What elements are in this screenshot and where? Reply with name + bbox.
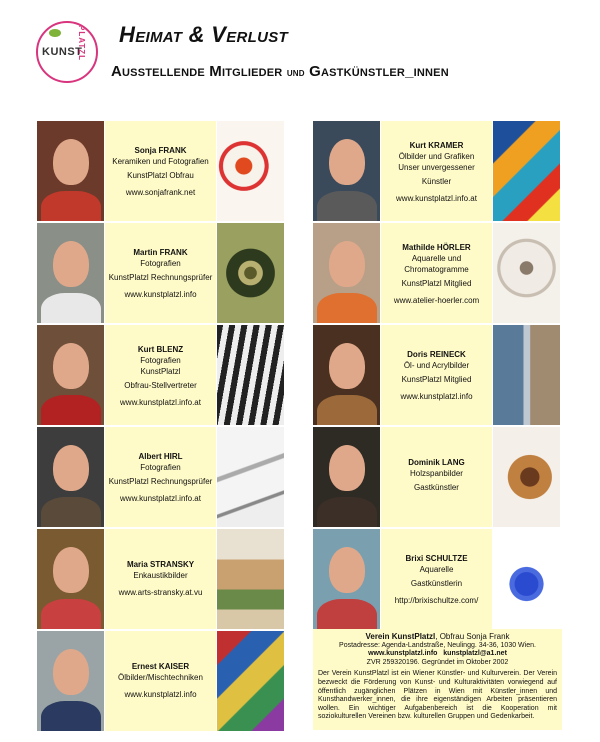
artist-detail: Keramiken und Fotografien: [112, 157, 209, 166]
artwork-image: [217, 325, 284, 425]
artist-detail: Unser unvergessener: [398, 162, 475, 172]
artist-info: [381, 223, 492, 323]
verein-address: Postadresse: Agenda-Landstraße, Neulingg. 34-36, 1030 Wien.: [339, 641, 536, 649]
artist-name: Kurt KRAMER: [409, 140, 464, 150]
kunstplatzl-logo: [36, 21, 98, 83]
artist-card-left-2: [37, 325, 284, 425]
artist-card-right-1: [313, 223, 560, 323]
artist-detail: Holzspanbilder: [410, 468, 463, 478]
artist-website-link[interactable]: http://brixischultze.com/: [394, 596, 479, 605]
verein-title: [318, 633, 557, 642]
artist-portrait: [313, 325, 380, 425]
artist-detail: Öl- und Acrylbilder: [403, 361, 470, 370]
artist-info: [381, 529, 492, 629]
artist-detail: Chromatogramme: [404, 264, 469, 274]
artist-detail: KunstPlatzl Rechnungsprüfer: [108, 477, 213, 486]
verein-email-link[interactable]: kunstplatzl@a1.net: [443, 650, 507, 658]
artist-info: [105, 529, 216, 629]
artist-detail: KunstPlatzl Rechnungsprüfer: [108, 273, 213, 282]
portrait-face: [329, 547, 365, 593]
artist-detail: Aquarelle und: [411, 253, 462, 263]
portrait-body: [41, 497, 101, 527]
artist-website-link[interactable]: www.arts-stransky.at.vu: [118, 587, 203, 597]
artist-info: [105, 631, 216, 731]
artist-website-link[interactable]: www.atelier-hoerler.com: [393, 295, 480, 305]
artwork-image: [493, 325, 560, 425]
artwork-image: [493, 427, 560, 527]
portrait-face: [53, 343, 89, 389]
artwork-image: [217, 631, 284, 731]
artist-detail: Fotografien: [140, 463, 181, 472]
portrait-face: [329, 445, 365, 491]
artist-portrait: [37, 427, 104, 527]
artist-detail: Künstler: [421, 176, 452, 186]
artist-card-left-5: [37, 631, 284, 731]
artist-portrait: [37, 325, 104, 425]
verein-contact: [318, 650, 557, 659]
artist-card-left-3: [37, 427, 284, 527]
artist-info: [381, 121, 492, 221]
artist-name: Kurt BLENZ: [137, 344, 184, 354]
artist-name: Albert HIRL: [138, 452, 183, 461]
artist-portrait: [313, 427, 380, 527]
artist-detail: Gastkünstlerin: [410, 579, 463, 588]
artist-website-link[interactable]: www.kunstplatzl.info: [124, 689, 197, 699]
artist-card-right-2: [313, 325, 560, 425]
portrait-body: [317, 293, 377, 323]
artist-detail: Aquarelle: [419, 565, 454, 574]
portrait-face: [329, 343, 365, 389]
artist-card-left-0: [37, 121, 284, 221]
portrait-body: [317, 599, 377, 629]
artwork-image: [217, 427, 284, 527]
portrait-face: [53, 547, 89, 593]
artist-portrait: [313, 121, 380, 221]
portrait-face: [53, 445, 89, 491]
artist-name: Maria STRANSKY: [126, 559, 195, 569]
artist-website-link[interactable]: www.kunstplatzl.info: [124, 290, 197, 299]
portrait-body: [41, 701, 101, 731]
portrait-body: [41, 395, 101, 425]
artwork-image: [217, 121, 284, 221]
portrait-body: [317, 191, 377, 221]
portrait-face: [329, 241, 365, 287]
artist-card-right-3: [313, 427, 560, 527]
artist-name: Martin FRANK: [133, 248, 188, 257]
artist-portrait: [37, 223, 104, 323]
artist-portrait: [313, 223, 380, 323]
portrait-body: [41, 599, 101, 629]
artist-name: Brixi SCHULTZE: [405, 554, 468, 563]
subtitle-und: und: [286, 67, 305, 79]
artist-website-link[interactable]: www.kunstplatzl.info.at: [396, 193, 477, 203]
portrait-face: [53, 649, 89, 695]
artwork-image: [217, 529, 284, 629]
artist-card-left-4: [37, 529, 284, 629]
artist-info: [381, 325, 492, 425]
artist-website-link[interactable]: www.sonjafrank.net: [125, 188, 196, 197]
artist-name: Mathilde HÖRLER: [402, 242, 471, 252]
page-subtitle: [111, 63, 449, 80]
artist-portrait: [313, 529, 380, 629]
verein-obfrau: , Obfrau Sonja Frank: [435, 632, 510, 641]
verein-info-box: [313, 629, 562, 730]
artist-name: Dominik LANG: [408, 457, 465, 467]
portrait-body: [41, 293, 101, 323]
artist-name: Doris REINECK: [407, 350, 466, 359]
portrait-body: [317, 395, 377, 425]
artist-info: [105, 325, 216, 425]
artist-name: Sonja FRANK: [134, 146, 187, 155]
verein-web-link[interactable]: www.kunstplatzl.info: [368, 650, 438, 658]
artist-website-link[interactable]: www.kunstplatzl.info: [400, 392, 473, 401]
artwork-image: [493, 121, 560, 221]
artist-detail: KunstPlatzl: [140, 366, 181, 376]
artist-info: [105, 121, 216, 221]
subtitle-part-a: Ausstellende Mitglieder: [111, 63, 283, 80]
artist-portrait: [37, 121, 104, 221]
verein-zvr: ZVR 259320196. Gegründet im Oktober 2002: [366, 658, 509, 666]
leaf-icon: [49, 29, 61, 37]
artwork-image: [493, 529, 560, 629]
page-title: Heimat & Verlust: [119, 22, 289, 47]
logo-vertical-text: PLATZL: [77, 25, 86, 62]
portrait-body: [317, 497, 377, 527]
artist-detail: Gastkünstler: [414, 482, 459, 492]
artist-detail: Ölbilder und Grafiken: [398, 151, 475, 161]
artwork-image: [493, 223, 560, 323]
artist-card-right-0: [313, 121, 560, 221]
artist-detail: KunstPlatzl Mitglied: [401, 375, 472, 384]
artist-detail: Obfrau-Stellvertreter: [124, 380, 197, 390]
artist-detail: Enkaustikbilder: [133, 570, 188, 580]
artist-card-left-1: [37, 223, 284, 323]
artist-detail: Ölbilder/Mischtechniken: [118, 672, 203, 682]
artist-info: [105, 223, 216, 323]
artist-portrait: [37, 631, 104, 731]
verein-description: Der Verein KunstPlatzl ist ein Wiener Künstler- und Kulturverein. Der Verein bezweckt die Förderung von Kunst- und Kulturaktivitäten vorwiegend auf öffentlich zugänglichen Plätzen in Wien mit Künstler_innen und Kunsthandwerker_innen, die ihre eigenständigen Arbeiten präsentieren wollen. Ein wichtiger Aufgabenbereich ist die Kooperation mit soziokulturellen Vereinen bzw. kulturellen Gruppen und Gedenkarbeit.: [318, 670, 557, 721]
portrait-face: [53, 241, 89, 287]
artist-name: Ernest KAISER: [131, 661, 190, 671]
artist-website-link[interactable]: www.kunstplatzl.info.at: [120, 397, 201, 407]
artist-detail: KunstPlatzl Obfrau: [127, 171, 194, 180]
artist-card-right-4: [313, 529, 560, 629]
portrait-face: [53, 139, 89, 185]
artist-portrait: [37, 529, 104, 629]
artist-detail: Fotografien: [140, 259, 181, 268]
logo-text: KUNST: [42, 46, 83, 58]
artwork-image: [217, 223, 284, 323]
artist-info: [381, 427, 492, 527]
subtitle-part-b: Gastkünstler_innen: [309, 63, 449, 80]
portrait-body: [41, 191, 101, 221]
artist-info: [105, 427, 216, 527]
verein-name: Verein KunstPlatzl: [365, 632, 436, 641]
artist-detail: Fotografien: [140, 355, 181, 365]
portrait-face: [329, 139, 365, 185]
artist-website-link[interactable]: www.kunstplatzl.info.at: [120, 494, 201, 503]
artist-detail: KunstPlatzl Mitglied: [401, 278, 472, 288]
